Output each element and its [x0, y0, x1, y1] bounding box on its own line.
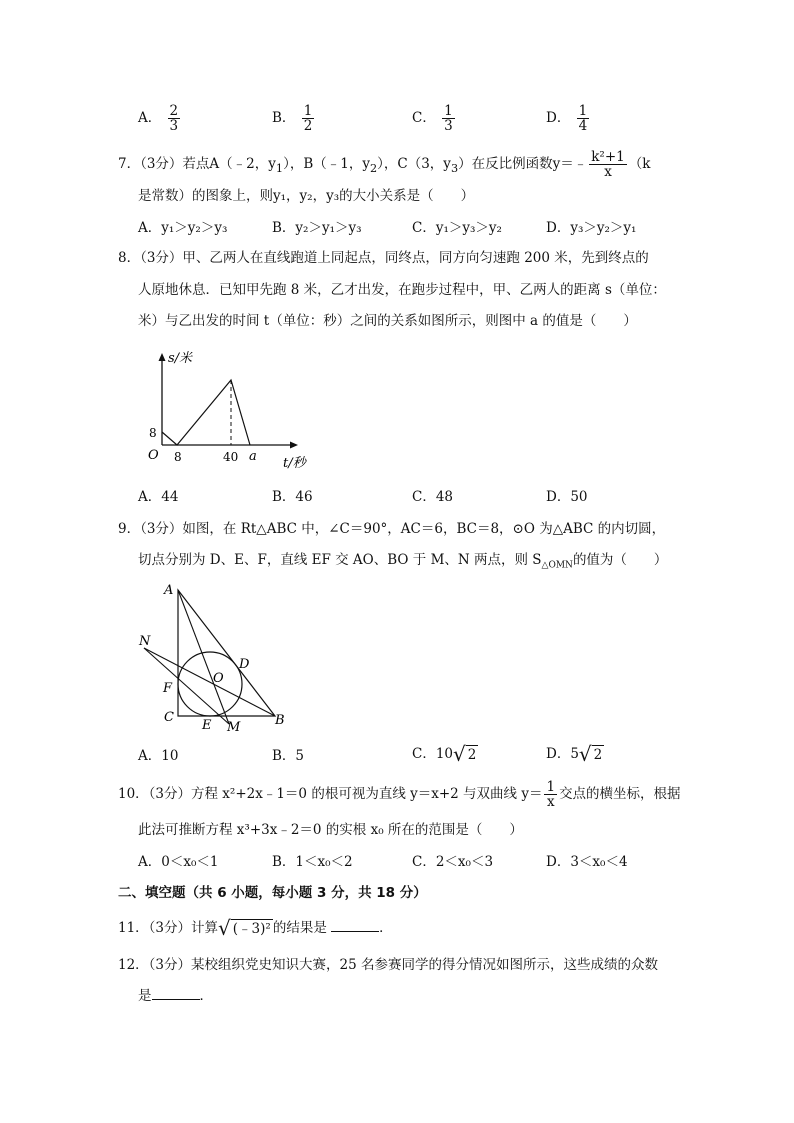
q12-stem-line2: 是 ． [138, 988, 213, 1004]
text: 交点的横坐标，根据 [559, 786, 681, 803]
fraction [302, 104, 315, 133]
subscript: △OMN [541, 560, 573, 571]
triangle-abc [178, 590, 275, 716]
label-m: M [227, 720, 241, 735]
q10-stem-line1 [118, 780, 681, 809]
text: 7．（3分）若点A（﹣2，y [118, 156, 276, 173]
origin-label: O [148, 448, 159, 463]
text: ）在反比例函数y＝﹣ [458, 156, 588, 173]
q10-option-c: C．2＜x₀＜3 [412, 854, 494, 870]
fraction [544, 780, 557, 809]
y-axis-arrow [159, 353, 166, 361]
label-n: N [139, 634, 151, 649]
text: 切点分别为 D、E、F，直线 EF 交 AO、BO 于 M、N 两点，则 S [138, 552, 542, 568]
radicand: 2 [467, 747, 477, 763]
q8-stem-line3: 米）与乙出发的时间 t（单位：秒）之间的关系如图所示，则图中 a 的值是（ ） [138, 313, 637, 329]
q8-option-b: B．46 [272, 489, 313, 505]
q8-option-a: A．44 [138, 489, 179, 505]
q9-triangle-figure [130, 578, 300, 738]
fraction [577, 104, 590, 133]
q7-stem-line2: 是常数）的图象上，则y₁，y₂，y₃的大小关系是（ ） [138, 188, 475, 204]
label-d: D [239, 657, 250, 672]
q10-option-d: D．3＜x₀＜4 [546, 854, 628, 870]
q7-option-a: A．y₁＞y₂＞y₃ [138, 220, 228, 236]
q9-option-a: A．10 [138, 748, 179, 764]
denominator: 3 [169, 118, 179, 135]
q9-stem-line1: 9．（3分）如图，在 Rt△ABC 中，∠C＝90°，AC＝6，BC＝8，⊙O 为△ABC 的内切圆， [118, 521, 666, 537]
q12-stem-line1: 12．（3分）某校组织党史知识大赛，25 名参赛同学的得分情况如图所示，这些成绩的众数 [118, 957, 658, 973]
q7-option-b: B．y₂＞y₁＞y₃ [272, 220, 362, 236]
denominator: 2 [303, 118, 313, 135]
fraction [589, 150, 627, 179]
q6-option-c [412, 104, 457, 133]
q8-stem-line2: 人原地休息．已知甲先跑 8 米，乙才出发，在跑步过程中，甲、乙两人的距离 s（单位： [138, 282, 666, 298]
sqrt [578, 742, 604, 766]
x-axis-arrow [290, 442, 298, 449]
x-tick-8: 8 [174, 450, 182, 464]
text: 的值为（ ） [572, 552, 668, 568]
text: D．5 [546, 746, 579, 762]
x-axis-label: t/秒 [283, 456, 306, 471]
numerator: 1 [444, 103, 453, 119]
label-o: O [213, 671, 224, 686]
radical-sign: √ [218, 916, 231, 940]
denominator: 4 [578, 118, 588, 135]
denominator: x [604, 164, 612, 181]
distance-curve [162, 380, 250, 445]
radical-sign: √ [453, 742, 466, 766]
q8-option-d: D．50 [546, 489, 588, 505]
answer-blank [152, 987, 200, 1000]
q9-option-c [412, 744, 478, 764]
numerator: 1 [303, 103, 313, 119]
numerator: 1 [578, 103, 588, 119]
q7-stem-line1 [118, 150, 650, 179]
answer-blank [331, 919, 379, 932]
x-tick-40: 40 [223, 450, 239, 464]
label-f: F [163, 681, 173, 696]
numerator: 1 [546, 779, 556, 795]
q9-stem-line2 [138, 550, 667, 576]
q10-option-a: A．0＜x₀＜1 [138, 854, 219, 870]
radicand: (﹣3)² [232, 921, 271, 937]
radical-sign: √ [578, 742, 592, 766]
y-axis-label: s/米 [168, 351, 193, 366]
q9-option-b: B．5 [272, 748, 305, 764]
q7-option-c: C．y₁＞y₃＞y₂ [412, 220, 502, 236]
q6-option-a [138, 104, 182, 133]
q6-option-d [546, 104, 591, 133]
text: ），B（﹣1，y [283, 156, 370, 173]
fraction [442, 104, 455, 133]
numerator: k²+1 [591, 149, 625, 165]
q8-stem-line1: 8．（3分）甲、乙两人在直线跑道上同起点，同终点，同方向匀速跑 200 米，先到终点的 [118, 250, 649, 266]
q10-stem-line2: 此法可推断方程 x³+3x﹣2＝0 的实根 x₀ 所在的范围是（ ） [138, 822, 523, 838]
section-2-heading: 二、填空题（共 6 小题，每小题 3 分，共 18 分） [118, 885, 427, 901]
option-label: A． [138, 110, 162, 127]
numerator: 2 [169, 103, 179, 119]
subscript: 3 [450, 161, 459, 175]
q8-distance-time-graph [140, 345, 310, 475]
text: ），C（3，y [377, 156, 451, 173]
sqrt [453, 742, 478, 766]
label-a: A [164, 583, 174, 598]
fraction [168, 104, 181, 133]
text: C．10 [412, 746, 454, 762]
q6-option-b [272, 104, 316, 133]
text: 11．（3分）计算 [118, 920, 219, 936]
q8-option-c: C．48 [412, 489, 454, 505]
q9-option-d [546, 744, 604, 764]
option-label: D． [546, 110, 571, 127]
denominator: 3 [444, 118, 453, 135]
y-tick-8: 8 [149, 426, 157, 440]
label-c: C [164, 710, 174, 725]
q10-option-b: B．1＜x₀＜2 [272, 854, 353, 870]
denominator: x [546, 794, 555, 811]
option-label: C． [412, 110, 436, 127]
option-label: B． [272, 110, 296, 127]
text: （k [628, 156, 651, 173]
label-b: B [275, 713, 285, 728]
subscript: 2 [369, 161, 378, 175]
text: 10．（3分）方程 x²+2x﹣1＝0 的根可视为直线 y＝x+2 与双曲线 y＝ [118, 786, 543, 803]
q7-option-d: D．y₃＞y₂＞y₁ [546, 220, 637, 236]
sqrt [218, 916, 273, 940]
text: 的结果是 [272, 920, 327, 936]
radicand: 2 [593, 747, 603, 763]
label-e: E [202, 718, 212, 733]
subscript: 1 [275, 161, 284, 175]
q11-stem: 11．（3分）计算 √ (﹣3)² 的结果是 ． [118, 916, 393, 940]
text: 是 [138, 988, 152, 1004]
x-tick-a: a [249, 449, 257, 464]
